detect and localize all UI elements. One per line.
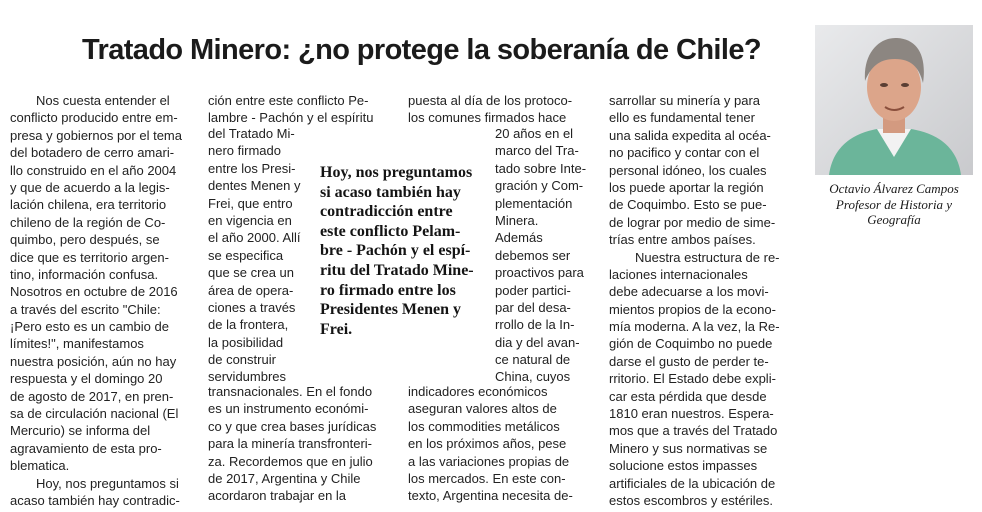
text-line: Mercurio) se informa del xyxy=(10,423,151,439)
text-line: agravamiento de esta pro- xyxy=(10,440,162,456)
text-line: mientos propios de la econo- xyxy=(609,301,776,317)
text-line: Frei, que entro xyxy=(208,195,293,211)
text-line: servidumbres xyxy=(208,369,287,385)
text-line: marco del Tra- xyxy=(495,143,579,159)
text-line: dentes Menen y xyxy=(208,178,301,194)
text-line: tino, información confusa. xyxy=(10,266,159,282)
text-line: ción entre este conflicto Pe- xyxy=(208,93,369,108)
headline: Tratado Minero: ¿no protege la soberanía de Chile? xyxy=(82,34,761,66)
article-column-3-middle xyxy=(495,125,585,386)
pull-quote xyxy=(320,163,490,339)
text-line: Minero y sus normativas se xyxy=(609,440,768,456)
text-line: sarrollar su minería y para xyxy=(609,93,760,108)
text-line: nuestra posición, aún no hay xyxy=(10,353,177,369)
text-line: los commodities metálicos xyxy=(408,418,560,434)
text-line: plementación xyxy=(495,195,573,211)
text-line: Nos cuesta entender el xyxy=(36,93,170,108)
text-line: texto, Argentina necesita de- xyxy=(408,488,573,504)
text-line: no pacifico y contar con el xyxy=(609,145,760,161)
text-line: solucione estos impasses xyxy=(609,458,758,474)
text-line: en vigencia en xyxy=(208,212,292,228)
text-line: acaso también hay contradic- xyxy=(10,492,180,508)
text-line: laciones internacionales xyxy=(609,266,748,282)
text-line: artificiales de la ubicación de xyxy=(609,475,776,491)
text-line: darse el gusto de perder te- xyxy=(609,353,769,369)
text-line: los mercados. En este con- xyxy=(408,470,566,486)
text-line: mía moderna. A la vez, la Re- xyxy=(609,319,780,335)
text-line: gración y Com- xyxy=(495,178,584,194)
text-line: rritorio. El Estado debe expli- xyxy=(609,371,776,387)
text-line: nero firmado xyxy=(208,143,281,159)
text-line: y que de acuerdo a la legis- xyxy=(10,179,170,195)
text-line: llo construido en el año 2004 xyxy=(10,162,177,178)
text-line: ciones a través xyxy=(208,299,296,315)
pull-quote-line: contradicción entre xyxy=(320,203,453,221)
text-line: quimbo, pero después, se xyxy=(10,232,160,248)
text-line: car esta pérdida que desde xyxy=(609,388,767,404)
text-line: que se crea un xyxy=(208,265,295,281)
text-line: lación chilena, era territorio xyxy=(10,197,167,213)
article-column-4 xyxy=(609,92,789,509)
text-line: los comunes firmados hace xyxy=(408,110,567,126)
text-line: los puede aportar la región xyxy=(609,179,764,195)
article-column-3-top xyxy=(408,92,588,127)
text-line: 20 años en el xyxy=(495,126,574,141)
text-line: sa de circulación nacional (El xyxy=(10,406,179,422)
text-line: de lograr por medio de sime- xyxy=(609,214,776,230)
text-line: entre los Presi- xyxy=(208,160,296,176)
article-column-1 xyxy=(10,92,190,509)
text-line: lambre - Pachón y el espíritu xyxy=(208,110,374,126)
text-line: puesta al día de los protoco- xyxy=(408,93,573,108)
text-line: área de opera- xyxy=(208,282,294,298)
text-line: Hoy, nos preguntamos si xyxy=(36,475,179,491)
text-line: rrollo de la In- xyxy=(495,317,575,333)
text-line: respuesta y el domingo 20 xyxy=(10,371,163,387)
text-line: tado sobre Inte- xyxy=(495,160,587,176)
text-line: debe adecuarse a los movi- xyxy=(609,284,769,300)
text-line: gión de Coquimbo no puede xyxy=(609,336,773,352)
text-line: Nuestra estructura de re- xyxy=(635,249,780,265)
text-line: del botadero de cerro amari- xyxy=(10,145,175,161)
pull-quote-line: Frei. xyxy=(320,320,353,338)
pull-quote-line: bre - Pachón y el espí- xyxy=(320,242,471,260)
text-line: dice que es territorio argen- xyxy=(10,249,169,265)
text-line: ello es fundamental tener xyxy=(609,110,755,126)
text-line: en los próximos años, pese xyxy=(408,436,567,452)
text-line: el año 2000. Allí xyxy=(208,230,301,246)
pull-quote-line: si acaso también hay xyxy=(320,183,461,201)
text-line: de Coquimbo. Esto se pue- xyxy=(609,197,767,213)
text-line: ¡Pero esto es un cambio de xyxy=(10,319,169,335)
article-column-2-middle xyxy=(208,125,301,386)
text-line: za. Recordemos que en julio xyxy=(208,453,373,469)
text-line: poder partici- xyxy=(495,282,571,298)
pull-quote-line: este conflicto Pelam- xyxy=(320,222,461,240)
text-line: chileno de la región de Co- xyxy=(10,214,166,230)
text-line: de 2017, Argentina y Chile xyxy=(208,470,361,486)
text-line: una salida expedita al océa- xyxy=(609,127,771,143)
text-line: del Tratado Mi- xyxy=(208,126,295,141)
text-line: aseguran valores altos de xyxy=(408,401,557,417)
pull-quote-line: Presidentes Menen y xyxy=(320,301,462,319)
article-column-2-top xyxy=(208,92,374,127)
pull-quote-line: Hoy, nos preguntamos xyxy=(320,164,473,181)
author-name: Octavio Álvarez Campos xyxy=(829,181,959,196)
text-line: se especifica xyxy=(208,247,284,263)
text-line: trías entre ambos países. xyxy=(609,232,756,248)
text-line: es un instrumento económi- xyxy=(208,401,369,417)
text-line: China, cuyos xyxy=(495,369,571,385)
author-role-2: Geografía xyxy=(867,212,921,227)
author-role: Profesor de Historia y xyxy=(835,196,953,212)
text-line: de construir xyxy=(208,352,276,368)
text-line: Además xyxy=(495,230,543,246)
pull-quote-line: ro firmado entre los xyxy=(320,281,456,299)
text-line: acordaron trabajar en la xyxy=(208,488,347,504)
article-column-2-bottom xyxy=(208,383,388,505)
text-line: proactivos para xyxy=(495,265,584,281)
article-column-3-bottom xyxy=(408,383,588,505)
text-line: de agosto de 2017, en pren- xyxy=(10,388,174,404)
text-line: conflicto producido entre em- xyxy=(10,110,178,126)
text-line: para la minería transfronteri- xyxy=(208,436,373,452)
text-line: blematica. xyxy=(10,458,70,474)
text-line: personal idóneo, los cuales xyxy=(609,162,767,178)
text-line: Minera. xyxy=(495,212,539,228)
pull-quote-line: ritu del Tratado Mine- xyxy=(320,261,474,279)
text-line: ce natural de xyxy=(495,352,571,368)
text-line: transnacionales. En el fondo xyxy=(208,384,373,399)
text-line: mos que a través del Tratado xyxy=(609,423,778,439)
text-line: Nosotros en octubre de 2016 xyxy=(10,284,178,300)
text-line: la posibilidad xyxy=(208,334,284,350)
text-line: a través del escrito "Chile: xyxy=(10,301,161,317)
text-line: límites!", manifestamos xyxy=(10,336,144,352)
text-line: a las variaciones propias de xyxy=(408,453,570,469)
author-photo xyxy=(815,25,973,175)
text-line: dia y del avan- xyxy=(495,334,580,350)
text-line: presa y gobiernos por el tema xyxy=(10,127,182,143)
text-line: indicadores económicos xyxy=(408,384,548,399)
text-line: 1810 eran nuestros. Espera- xyxy=(609,406,774,422)
text-line: co y que crea bases jurídicas xyxy=(208,418,377,434)
author-caption xyxy=(808,181,980,228)
text-line: de la frontera, xyxy=(208,317,289,333)
text-line: par del desa- xyxy=(495,299,571,315)
text-line: debemos ser xyxy=(495,247,571,263)
text-line: estos escombros y estériles. xyxy=(609,492,774,508)
